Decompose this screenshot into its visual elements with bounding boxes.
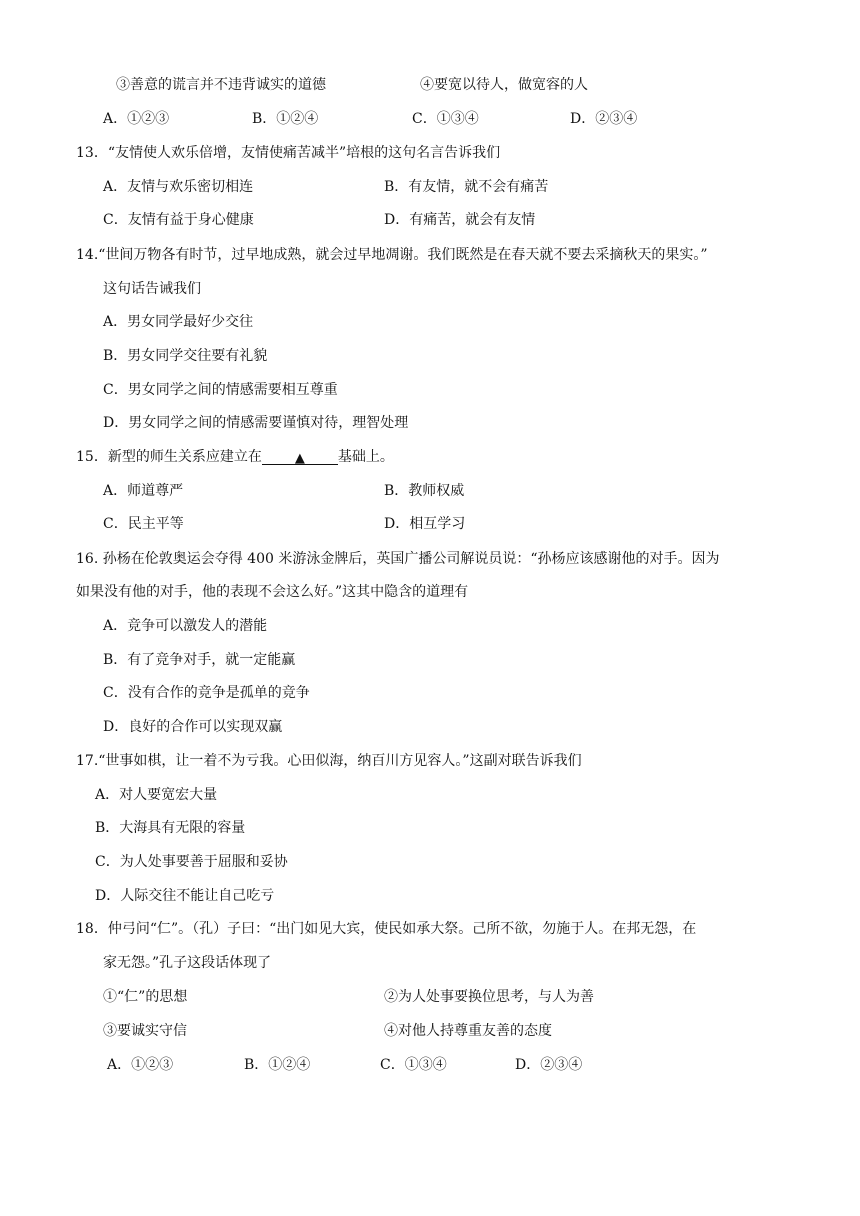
q16-option-d: D．良好的合作可以实现双赢 <box>103 719 283 735</box>
q12-statement-4: ④要宽以待人，做宽容的人 <box>420 77 588 93</box>
q17-option-a: A．对人要宽宏大量 <box>95 787 218 803</box>
q18-statement-3: ③要诚实守信 <box>103 1023 187 1039</box>
q18-statement-4: ④对他人持尊重友善的态度 <box>384 1023 552 1039</box>
q17-option-b: B．大海具有无限的容量 <box>95 820 246 836</box>
q16-option-a: A．竞争可以激发人的潜能 <box>103 618 268 634</box>
q13-stem: 13．“友情使人欢乐倍增，友情使痛苦减半”培根的这句名言告诉我们 <box>76 145 501 161</box>
q12-option-d: D．②③④ <box>570 111 638 127</box>
q14-option-d: D．男女同学之间的情感需要谨慎对待，理智处理 <box>103 415 409 431</box>
q18-statement-2: ②为人处事要换位思考，与人为善 <box>384 989 594 1005</box>
q18-statement-1: ①“仁”的思想 <box>103 989 188 1005</box>
q15-stem-prefix: 15．新型的师生关系应建立在 <box>76 449 262 465</box>
q18-option-a: A．①②③ <box>107 1057 174 1073</box>
q17-option-d: D．人际交往不能让自己吃亏 <box>95 888 275 904</box>
q12-option-b: B．①②④ <box>252 111 319 127</box>
q14-option-a: A．男女同学最好少交往 <box>103 314 254 330</box>
q17-option-c: C．为人处事要善于屈服和妥协 <box>95 854 288 870</box>
q14-stem-line2: 这句话告诫我们 <box>103 281 201 297</box>
q13-option-c: C．友情有益于身心健康 <box>103 212 254 228</box>
q16-stem-line1: 16. 孙杨在伦敦奥运会夺得 400 米游泳金牌后，英国广播公司解说员说：“孙杨应该感谢他的对手。因为 <box>76 551 720 567</box>
q18-option-b: B．①②④ <box>244 1057 311 1073</box>
q14-stem-line1: 14.“世间万物各有时节，过早地成熟，就会过早地凋谢。我们既然是在春天就不要去采摘秋天的果实。” <box>76 247 708 263</box>
q18-stem-line1: 18．仲弓问“仁”。（孔）子曰：“出门如见大宾，使民如承大祭。己所不欲，勿施于人。在邦无怨，在 <box>76 921 697 937</box>
q15-stem-suffix: 基础上。 <box>337 449 394 465</box>
q12-statement-3: ③善意的谎言并不违背诚实的道德 <box>116 77 326 93</box>
q15-option-b: B．教师权威 <box>384 483 465 499</box>
q18-option-c: C．①③④ <box>380 1057 447 1073</box>
q16-option-b: B．有了竞争对手，就一定能赢 <box>103 652 296 668</box>
answer-blank <box>262 447 338 465</box>
q13-option-b: B．有友情，就不会有痛苦 <box>384 179 549 195</box>
q16-option-c: C．没有合作的竞争是孤单的竞争 <box>103 685 310 701</box>
q13-option-a: A．友情与欢乐密切相连 <box>103 179 254 195</box>
q18-option-d: D．②③④ <box>515 1057 583 1073</box>
q14-option-c: C．男女同学之间的情感需要相互尊重 <box>103 382 338 398</box>
q13-option-d: D．有痛苦，就会有友情 <box>384 212 536 228</box>
q17-stem: 17.“世事如棋，让一着不为亏我。心田似海，纳百川方见容人。”这副对联告诉我们 <box>76 753 582 769</box>
q18-stem-line2: 家无怨。”孔子这段话体现了 <box>103 955 272 971</box>
q15-option-d: D．相互学习 <box>384 516 466 532</box>
q15-option-a: A．师道尊严 <box>103 483 184 499</box>
triangle-mark-icon: ▲ <box>294 451 305 466</box>
q14-option-b: B．男女同学交往要有礼貌 <box>103 348 268 364</box>
q12-option-c: C．①③④ <box>412 111 479 127</box>
q16-stem-line2: 如果没有他的对手，他的表现不会这么好。”这其中隐含的道理有 <box>76 584 469 600</box>
q15-option-c: C．民主平等 <box>103 516 184 532</box>
q12-option-a: A．①②③ <box>103 111 170 127</box>
q15-stem <box>76 447 394 467</box>
